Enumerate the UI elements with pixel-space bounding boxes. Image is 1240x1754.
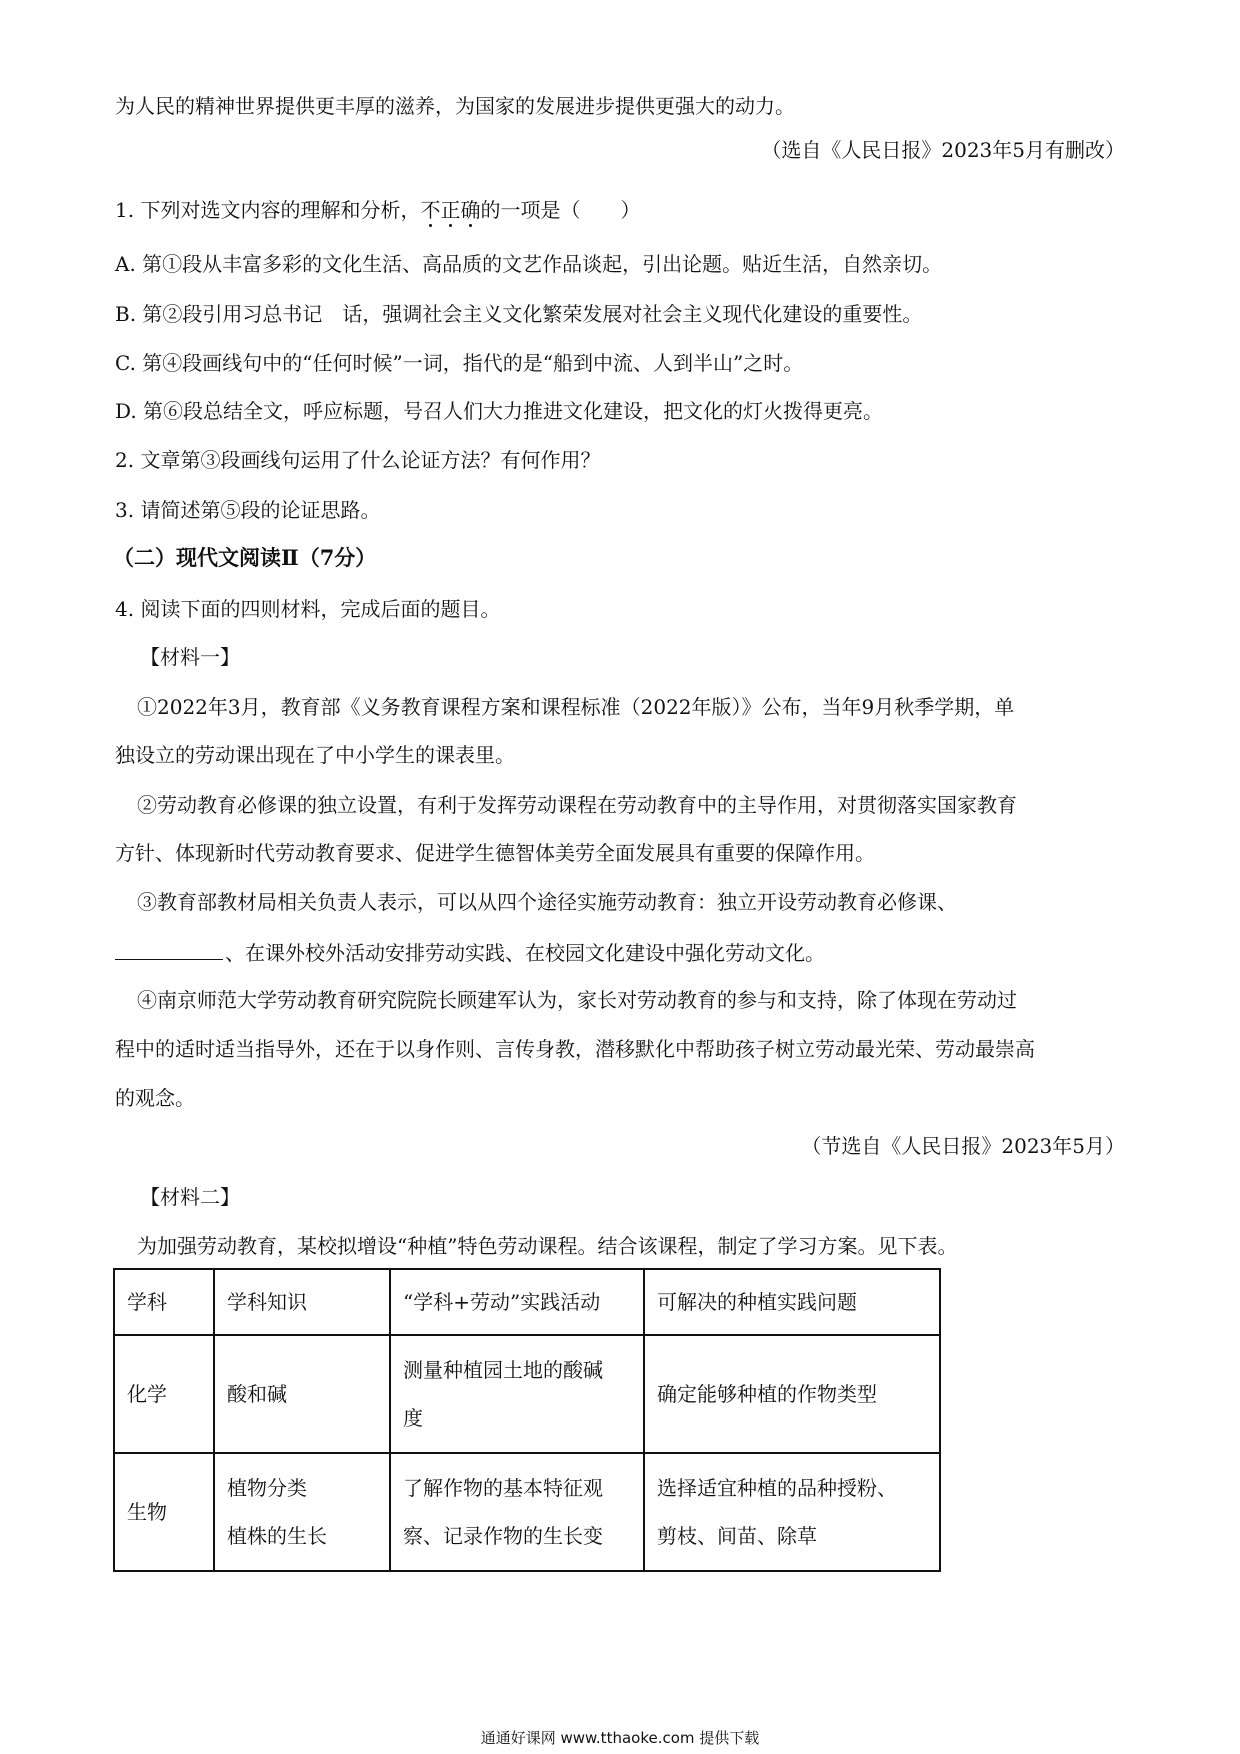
emphasis-dot-char: 不 (420, 198, 441, 222)
table-cell-problem: 确定能够种植的作物类型 (644, 1335, 940, 1453)
table-row (114, 1335, 940, 1453)
table-cell-subject: 生物 (114, 1453, 214, 1571)
course-plan-table (113, 1268, 941, 1572)
table-cell-activity: 测量种植园土地的酸碱 度 (390, 1335, 644, 1453)
passage-last-line: 为人民的精神世界提供更丰厚的滋养，为国家的发展进步提供更强大的动力。 (115, 94, 795, 118)
question-2: 2. 文章第③段画线句运用了什么论证方法？有何作用？ (115, 448, 601, 472)
material-1-para-4-line-1: ④南京师范大学劳动教育研究院院长顾建军认为，家长对劳动教育的参与和支持，除了体现在劳动过 (137, 988, 1017, 1012)
material-1-label: 【材料一】 (140, 645, 240, 669)
table-header-cell: 学科知识 (214, 1269, 390, 1335)
material-1-para-2-line-2: 方针、体现新时代劳动教育要求、促进学生德智体美劳全面发展具有重要的保障作用。 (115, 841, 875, 865)
emphasis-dot-char: 正 (440, 198, 461, 222)
material-1-para-3-line-1: ③教育部教材局相关负责人表示，可以从四个途径实施劳动教育：独立开设劳动教育必修课、 (137, 890, 957, 914)
table-cell-subject: 化学 (114, 1335, 214, 1453)
emphasis-dot-char: 确 (460, 198, 481, 222)
table-header-cell: 可解决的种植实践问题 (644, 1269, 940, 1335)
question-1-option-d: D. 第⑥段总结全文，呼应标题，号召人们大力推进文化建设，把文化的灯火拨得更亮。 (115, 399, 884, 423)
material-1-source: （节选自《人民日报》2023年5月） (801, 1134, 1125, 1158)
passage-source: （选自《人民日报》2023年5月有删改） (761, 138, 1125, 162)
table-row (114, 1453, 940, 1571)
material-2-intro: 为加强劳动教育，某校拟增设“种植”特色劳动课程。结合该课程，制定了学习方案。见下表。 (137, 1234, 958, 1258)
question-3: 3. 请简述第⑤段的论证思路。 (115, 498, 381, 522)
table-cell-knowledge: 植物分类 植株的生长 (214, 1453, 390, 1571)
material-1-para-1-line-2: 独设立的劳动课出现在了中小学生的课表里。 (115, 743, 515, 767)
material-1-para-3-line-2: 、在课外校外活动安排劳动实践、在校园文化建设中强化劳动文化。 (115, 937, 825, 967)
page-footer: 通通好课网 www.tthaoke.com 提供下载 (480, 1729, 760, 1747)
material-1-para-2-line-1: ②劳动教育必修课的独立设置，有利于发挥劳动课程在劳动教育中的主导作用，对贯彻落实国家教育 (137, 793, 1017, 817)
fill-in-blank (115, 937, 223, 960)
table-cell-knowledge: 酸和碱 (214, 1335, 390, 1453)
question-1-option-c: C. 第④段画线句中的“任何时候”一词，指代的是“船到中流、人到半山”之时。 (115, 351, 804, 375)
question-1-stem: 1. 下列对选文内容的理解和分析，不正确的一项是（ ） (115, 198, 641, 222)
table-header-cell: “学科+劳动”实践活动 (390, 1269, 644, 1335)
table-header-row (114, 1269, 940, 1335)
table-cell-activity: 了解作物的基本特征观 察、记录作物的生长变 (390, 1453, 644, 1571)
question-4-intro: 4. 阅读下面的四则材料，完成后面的题目。 (115, 597, 501, 621)
section-2-title: （二）现代文阅读Ⅱ（7分） (113, 545, 377, 570)
material-1-para-1-line-1: ①2022年3月，教育部《义务教育课程方案和课程标准（2022年版）》公布，当年9月秋季学期，单 (137, 695, 1015, 719)
table-cell-problem: 选择适宜种植的品种授粉、 剪枝、间苗、除草 (644, 1453, 940, 1571)
question-1-option-b: B. 第②段引用习总书记 话，强调社会主义文化繁荣发展对社会主义现代化建设的重要性。 (115, 302, 923, 326)
question-1-option-a: A. 第①段从丰富多彩的文化生活、高品质的文艺作品谈起，引出论题。贴近生活，自然亲切。 (115, 252, 943, 276)
table-header-cell: 学科 (114, 1269, 214, 1335)
material-1-para-4-line-2: 程中的适时适当指导外，还在于以身作则、言传身教，潜移默化中帮助孩子树立劳动最光荣、劳动最崇高 (115, 1037, 1035, 1061)
material-1-para-4-line-3: 的观念。 (115, 1086, 195, 1110)
material-2-label: 【材料二】 (140, 1185, 240, 1209)
